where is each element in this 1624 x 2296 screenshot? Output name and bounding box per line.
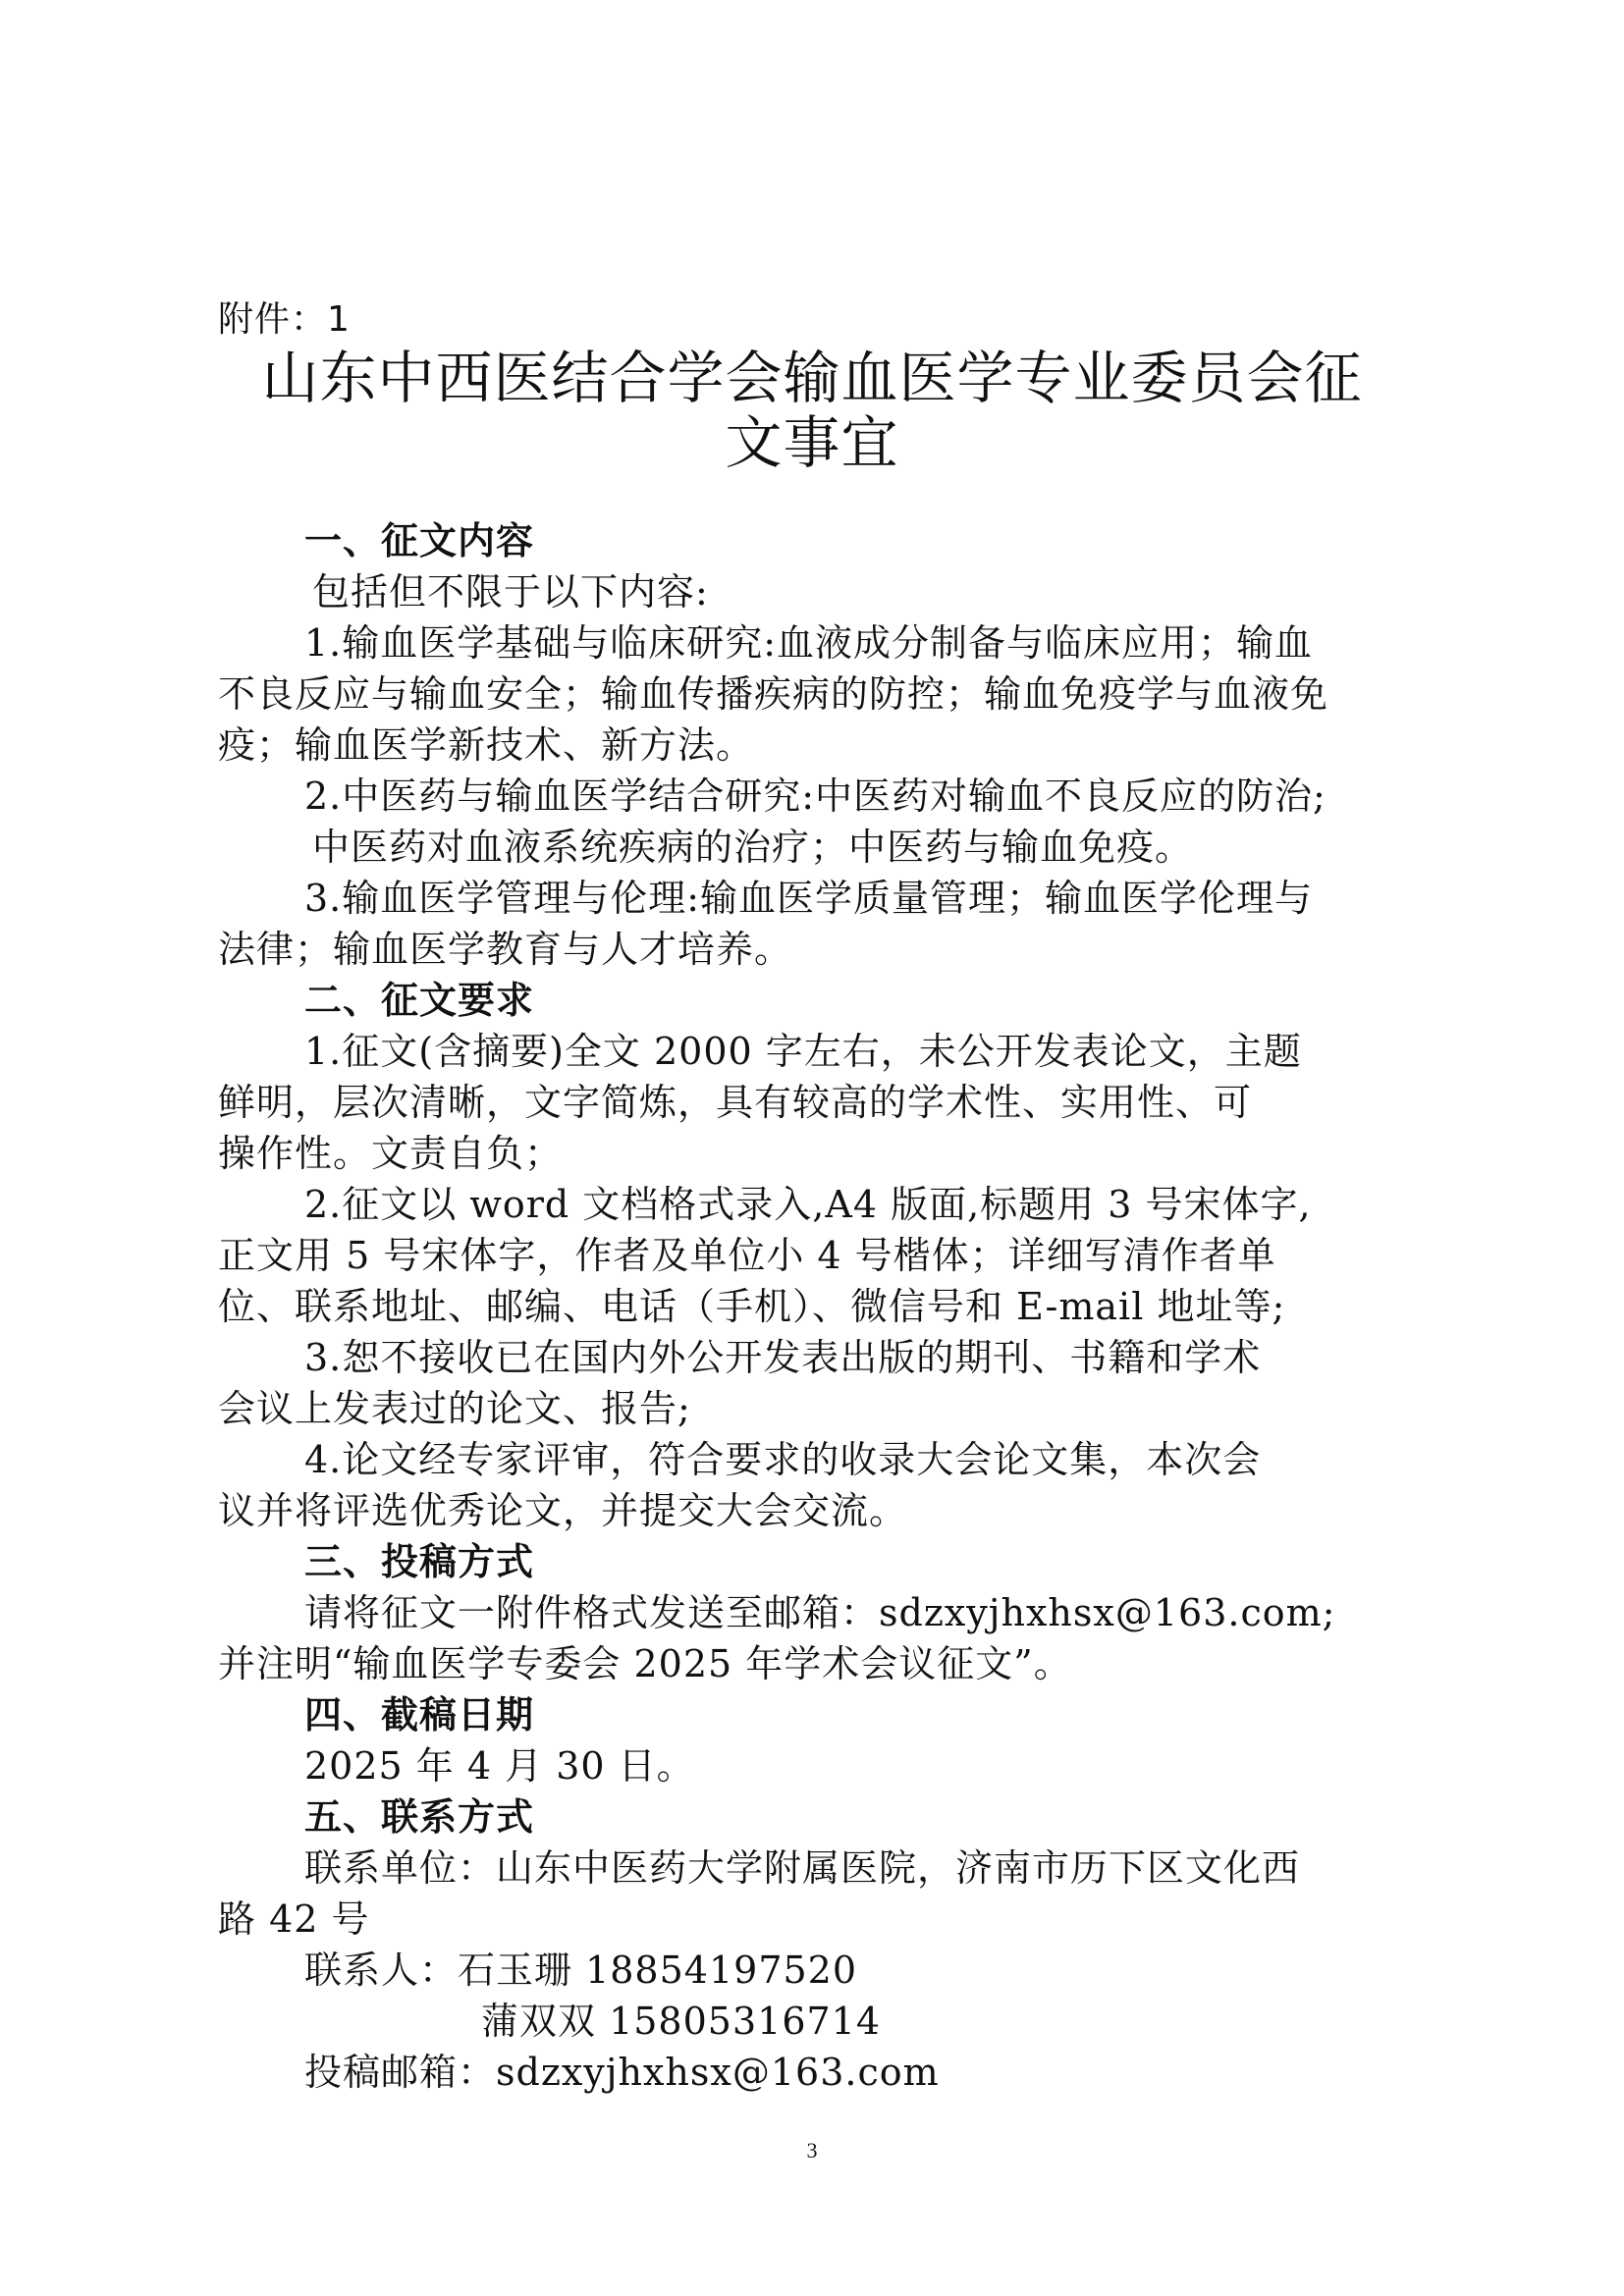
page-number: 3 [806, 2138, 818, 2163]
document-title-line-1: 山东中西医结合学会输血医学专业委员会征 [261, 345, 1363, 411]
contact-unit-line2: 路 42 号 [218, 1897, 370, 1941]
section2-item3-line2: 会议上发表过的论文、报告; [218, 1387, 691, 1430]
section1-intro: 包括但不限于以下内容: [312, 570, 709, 614]
contact-unit-line1: 联系单位：山东中医药大学附属医院，济南市历下区文化西 [304, 1846, 1301, 1890]
section2-item3-line1: 3.恕不接收已在国内外公开发表出版的期刊、书籍和学术 [304, 1336, 1262, 1379]
section1-item2-line1: 2.中医药与输血医学结合研究:中医药对输血不良反应的防治; [304, 774, 1326, 818]
section2-item2-line3: 位、联系地址、邮编、电话（手机）、微信号和 E-mail 地址等; [218, 1285, 1286, 1328]
contact-person-1: 联系人：石玉珊 18854197520 [304, 1949, 858, 1992]
submission-line2: 并注明“输血医学专委会 2025 年学术会议征文”。 [218, 1642, 1072, 1685]
contact-email: 投稿邮箱：sdzxyjhxhsx@163.com [304, 2051, 940, 2094]
document-title-line-2: 文事宜 [725, 409, 899, 476]
section-heading-requirements: 二、征文要求 [304, 979, 535, 1022]
section2-item2-line2: 正文用 5 号宋体字，作者及单位小 4 号楷体；详细写清作者单 [218, 1234, 1276, 1277]
section2-item4-line2: 议并将评选优秀论文，并提交大会交流。 [218, 1489, 908, 1532]
deadline-date: 2025 年 4 月 30 日。 [304, 1744, 695, 1788]
section2-item1-line3: 操作性。文责自负； [218, 1132, 564, 1175]
contact-person-2: 蒲双双 15805316714 [481, 2000, 882, 2043]
section-heading-deadline: 四、截稿日期 [304, 1693, 535, 1736]
submission-line1: 请将征文一附件格式发送至邮箱：sdzxyjhxhsx@163.com; [304, 1591, 1336, 1634]
section1-item2-line2: 中医药对血液系统疾病的治疗；中医药与输血免疫。 [312, 826, 1194, 869]
section2-item1-line1: 1.征文(含摘要)全文 2000 字左右，未公开发表论文，主题 [304, 1030, 1302, 1073]
section2-item1-line2: 鲜明，层次清晰，文字简炼，具有较高的学术性、实用性、可 [218, 1081, 1253, 1124]
section1-item1-line2: 不良反应与输血安全；输血传播疾病的防控；输血免疫学与血液免 [218, 672, 1329, 716]
section1-item1-line1: 1.输血医学基础与临床研究:血液成分制备与临床应用；输血 [304, 621, 1314, 665]
section-heading-contact: 五、联系方式 [304, 1795, 535, 1839]
section-heading-submission: 三、投稿方式 [304, 1540, 535, 1583]
section-heading-content: 一、征文内容 [304, 519, 535, 562]
section1-item3-line2: 法律；输血医学教育与人才培养。 [218, 928, 793, 971]
section2-item4-line1: 4.论文经专家评审，符合要求的收录大会论文集，本次会 [304, 1438, 1262, 1481]
section1-item1-line3: 疫；输血医学新技术、新方法。 [218, 723, 755, 767]
section1-item3-line1: 3.输血医学管理与伦理:输血医学质量管理；输血医学伦理与 [304, 877, 1314, 920]
attachment-label: 附件：1 [218, 299, 351, 340]
section2-item2-line1: 2.征文以 word 文档格式录入,A4 版面,标题用 3 号宋体字, [304, 1183, 1312, 1226]
